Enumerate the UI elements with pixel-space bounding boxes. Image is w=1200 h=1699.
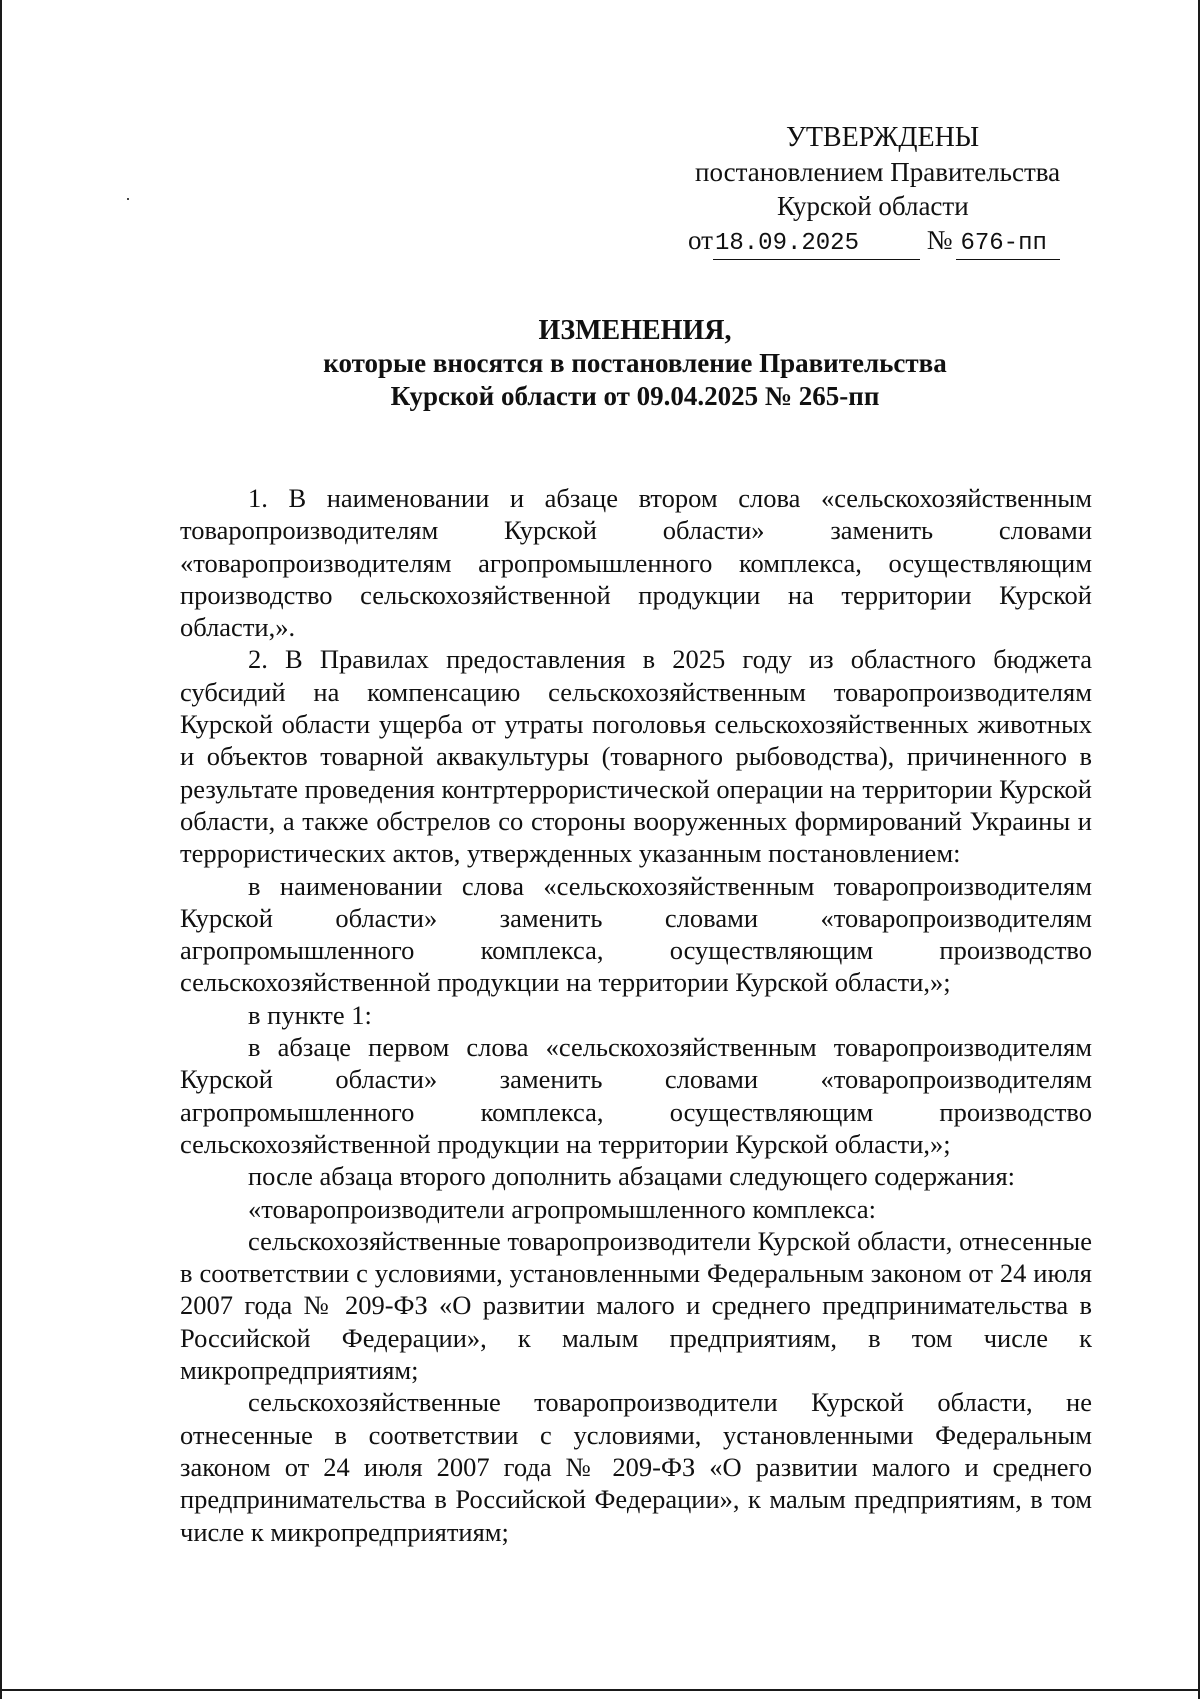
date-prefix: от	[688, 225, 713, 255]
paragraph: после абзаца второго дополнить абзацами следующего содержания:	[248, 1161, 1016, 1192]
paragraph: сельскохозяйственные товаропроизводители Курской области, не отнесенные в соответствии с условиями, установленными Федеральным законом от 24 июля 2007 года № 209-ФЗ «О развитии малого и среднего предпринимательства в Российской Федерации», к малым предприятиям, в том числе к микропредприятиям;	[180, 1387, 1092, 1547]
paragraph: сельскохозяйственные товаропроизводители Курской области, отнесенные в соответствии с условиями, установленными Федеральным законом от 24 июля 2007 года № 209-ФЗ «О развитии малого и среднего предпринимательства в Российской Федерации», к малым предприятиям, в том числе к микропредприятиям;	[180, 1225, 1092, 1386]
date-value: 18.09.2025	[713, 229, 920, 260]
paragraph: в пункте 1:	[248, 999, 372, 1030]
scan-speck	[127, 198, 129, 200]
title-line-2: которые вносятся в постановление Правительства	[323, 348, 947, 378]
approval-line-2: постановлением Правительства	[695, 157, 1061, 187]
document-body	[180, 482, 1092, 1548]
paragraph: в абзаце первом слова «сельскохозяйственным товаропроизводителям Курской области» заменить словами «товаропроизводителям агропромышленного комплекса, осуществляющим производство сельскохозяйственной продукции на территории Курской области,»;	[180, 1032, 1092, 1159]
title-line-1: ИЗМЕНЕНИЯ,	[538, 315, 732, 346]
number-value: 676-пп	[956, 229, 1060, 260]
scan-edge-left	[0, 0, 2, 1699]
approval-line-3: Курской области	[777, 191, 969, 221]
paragraph: 2. В Правилах предоставления в 2025 году из областного бюджета субсидий на компенсацию сельскохозяйственным товаропроизводителям Курской области ущерба от утраты поголовья сельскохозяйственных животных и объектов товарной аквакультуры (товарного рыбоводства), причиненного в результате проведения контртеррористической операции на территории Курской области, а также обстрелов со стороны вооруженных формирований Украины и террористических актов, утвержденных указанным постановлением:	[180, 644, 1092, 869]
number-prefix: №	[926, 225, 953, 255]
document-title	[160, 314, 1110, 413]
approval-heading: УТВЕРЖДЕНЫ	[786, 122, 980, 153]
approval-date-line	[688, 224, 1060, 260]
paragraph: в наименовании слова «сельскохозяйственным товаропроизводителям Курской области» заменить словами «товаропроизводителям агропромышленного комплекса, осуществляющим производство сельскохозяйственной продукции на территории Курской области,»;	[180, 870, 1092, 998]
paragraph: 1. В наименовании и абзаце втором слова «сельскохозяйственным товаропроизводителям Курской области» заменить словами «товаропроизводителям агропромышленного комплекса, осуществляющим производство сельскохозяйственной продукции на территории Курской области,».	[180, 483, 1092, 643]
title-line-3: Курской области от 09.04.2025 № 265-пп	[390, 381, 880, 411]
scan-edge-bottom	[0, 1689, 1200, 1691]
paragraph: «товаропроизводители агропромышленного комплекса:	[248, 1193, 876, 1224]
